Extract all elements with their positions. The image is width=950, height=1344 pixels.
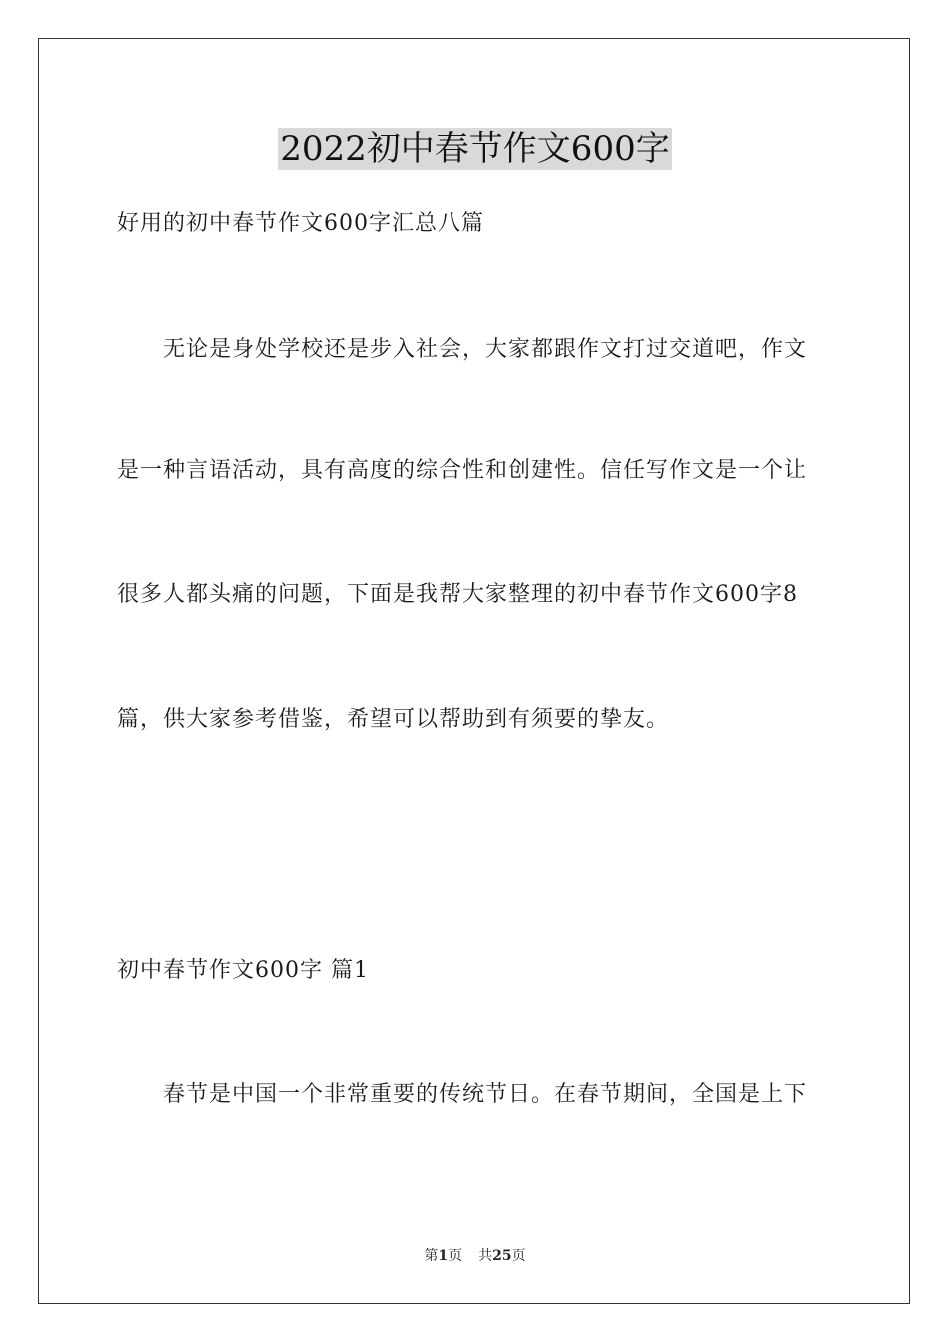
document-title: 2022初中春节作文600字 <box>280 129 670 169</box>
section-line-1: 春节是中国一个非常重要的传统节日。在春节期间，全国是上下 <box>117 1082 808 1107</box>
footer-total-pages: 25 <box>492 1248 512 1264</box>
document-subtitle: 好用的初中春节作文600字汇总八篇 <box>117 211 484 236</box>
title-container <box>0 128 950 170</box>
footer-page-suffix: 页 <box>448 1248 463 1264</box>
intro-line-2: 是一种言语活动，具有高度的综合性和创建性。信任写作文是一个让 <box>117 458 808 483</box>
footer-page-prefix: 第 <box>424 1248 439 1264</box>
footer-total-prefix: 共 <box>478 1248 493 1264</box>
footer-page-number: 1 <box>438 1248 449 1264</box>
intro-line-3: 很多人都头痛的问题，下面是我帮大家整理的初中春节作文600字8 <box>117 582 798 607</box>
intro-line-4: 篇，供大家参考借鉴，希望可以帮助到有须要的挚友。 <box>117 707 670 732</box>
page-footer <box>0 1246 950 1266</box>
footer-total-suffix: 页 <box>511 1248 526 1264</box>
section-heading: 初中春节作文600字 篇1 <box>117 958 369 983</box>
intro-line-1: 无论是身处学校还是步入社会，大家都跟作文打过交道吧，作文 <box>117 337 808 362</box>
